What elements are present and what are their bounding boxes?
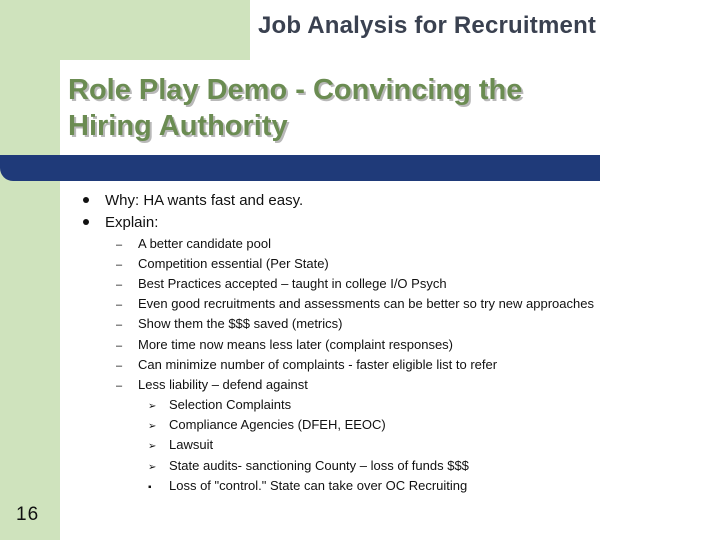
- dash-icon: –: [116, 299, 123, 311]
- bullet-item: [83, 190, 303, 212]
- header-title: Job Analysis for Recruitment: [258, 12, 597, 39]
- arrowhead-icon: ➢: [148, 421, 157, 432]
- slide-title: [68, 72, 522, 144]
- sub-bullet-text: Best Practices accepted – taught in college I/O Psych: [138, 276, 447, 291]
- sub-bullet-item: [116, 294, 594, 314]
- third-bullet-text: Compliance Agencies (DFEH, EEOC): [169, 417, 386, 432]
- title-divider-bar: [0, 155, 600, 181]
- header-accent-block: [0, 0, 250, 60]
- sub-bullet-text: Show them the $$$ saved (metrics): [138, 316, 343, 331]
- third-bullet-item: [148, 395, 291, 415]
- sub-bullet-text: More time now means less later (complaint responses): [138, 337, 454, 352]
- bullet-text: Why: HA wants fast and easy.: [105, 192, 304, 209]
- dash-icon: –: [116, 259, 123, 271]
- sub-bullet-item: [116, 234, 271, 254]
- dash-icon: –: [116, 239, 123, 251]
- third-bullet-text: Selection Complaints: [169, 397, 292, 412]
- bullet-item: [83, 212, 158, 234]
- arrowhead-icon: ➢: [148, 462, 157, 473]
- arrowhead-icon: ➢: [148, 401, 157, 412]
- slide-number: 16: [16, 504, 40, 525]
- third-bullet-item: [148, 415, 386, 435]
- bullet-dot-icon: [83, 219, 89, 225]
- sub-bullet-text: Less liability – defend against: [138, 377, 308, 392]
- sub-bullet-text: Competition essential (Per State): [138, 256, 329, 271]
- left-accent-band: [0, 0, 60, 540]
- third-bullet-text: Loss of "control." State can take over OC Recruiting: [169, 478, 468, 493]
- sub-bullet-text: A better candidate pool: [138, 236, 271, 251]
- sub-bullet-item: [116, 274, 447, 294]
- third-bullet-text: State audits- sanctioning County – loss of funds $$$: [169, 458, 469, 473]
- bullet-dot-icon: [83, 197, 89, 203]
- bullet-text: Explain:: [105, 214, 159, 231]
- third-bullet-item: [148, 456, 469, 476]
- dash-icon: –: [116, 380, 123, 392]
- sub-bullet-text: Even good recruitments and assessments can be better so try new approaches: [138, 296, 594, 311]
- sub-bullet-item: [116, 314, 342, 334]
- arrowhead-icon: ➢: [148, 441, 157, 452]
- dash-icon: –: [116, 279, 123, 291]
- square-bullet-icon: ▪: [148, 482, 152, 493]
- dash-icon: –: [116, 319, 123, 331]
- sub-bullet-item: [116, 335, 453, 355]
- slide-title-line-2: Hiring Authority: [68, 110, 288, 142]
- third-bullet-item: [148, 435, 213, 455]
- third-bullet-text: Lawsuit: [169, 437, 214, 452]
- dash-icon: –: [116, 340, 123, 352]
- sub-bullet-item: [116, 254, 329, 274]
- third-bullet-item: [148, 476, 467, 496]
- sub-bullet-text: Can minimize number of complaints - faster eligible list to refer: [138, 357, 498, 372]
- slide-title-line-1: Role Play Demo - Convincing the: [68, 74, 523, 106]
- dash-icon: –: [116, 360, 123, 372]
- sub-bullet-item: [116, 355, 497, 375]
- sub-bullet-item: [116, 375, 308, 395]
